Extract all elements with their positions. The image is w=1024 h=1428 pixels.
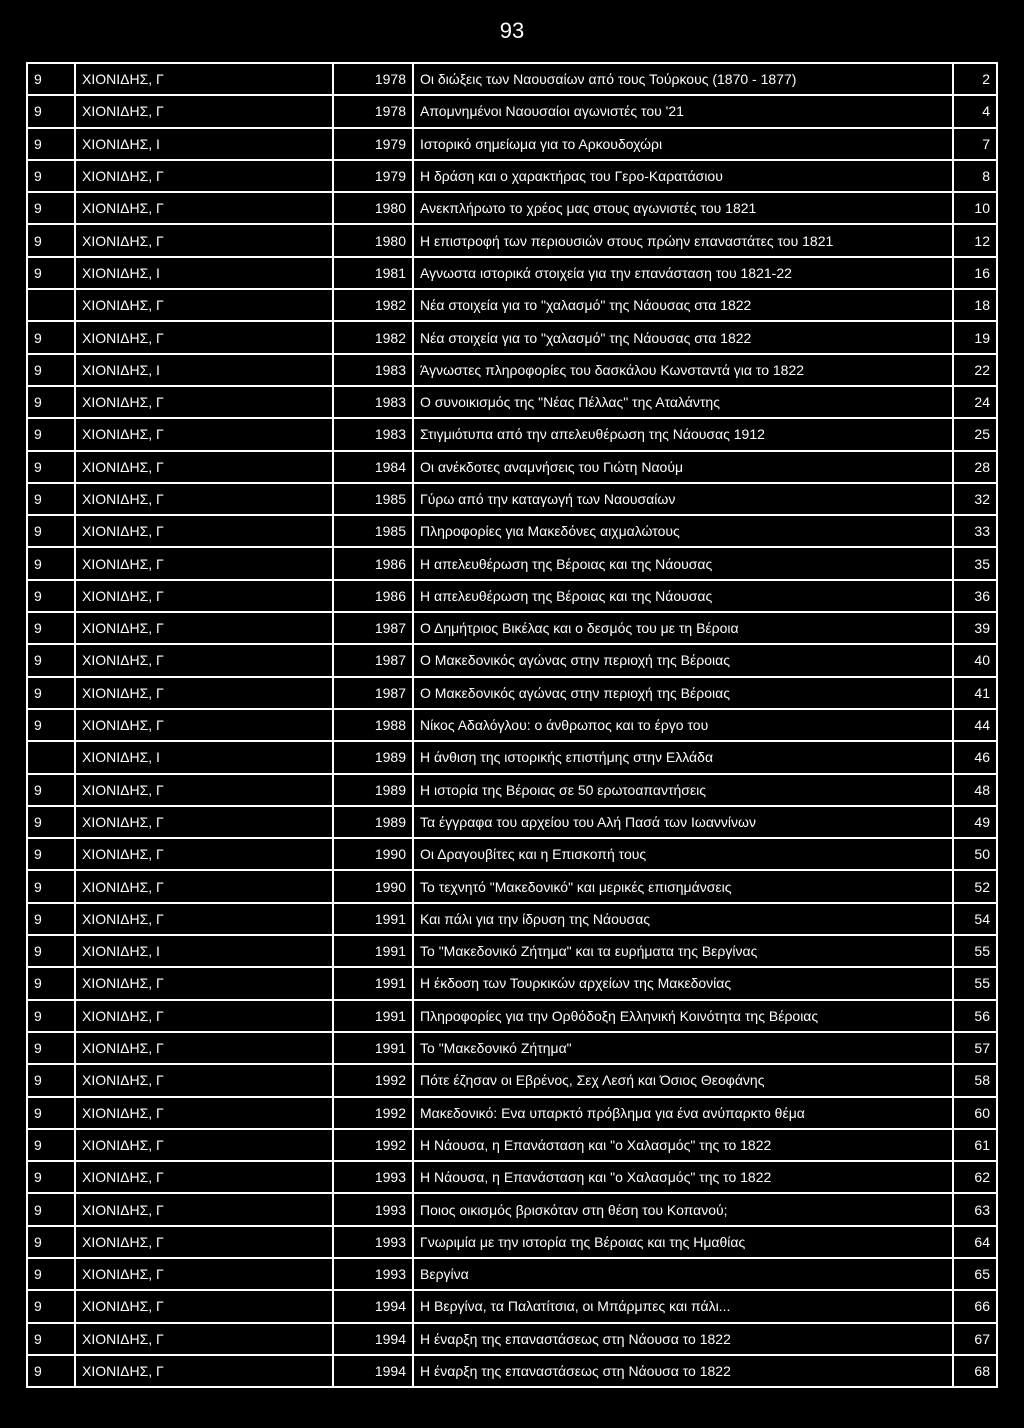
entry-page: 4 — [953, 95, 997, 127]
entry-page: 52 — [953, 870, 997, 902]
entry-year: 1994 — [333, 1290, 413, 1322]
entry-number: 9 — [27, 1193, 75, 1225]
entry-number: 9 — [27, 677, 75, 709]
entry-title: Ποιος οικισμός βρισκόταν στη θέση του Κοπανού; — [413, 1193, 953, 1225]
entry-author: ΧΙΟΝΙΔΗΣ, Γ — [75, 483, 333, 515]
entry-number: 9 — [27, 903, 75, 935]
entry-title: Πληροφορίες για την Ορθόδοξη Ελληνική Κοινότητα της Βέροιας — [413, 1000, 953, 1032]
entry-year: 1986 — [333, 547, 413, 579]
entry-page: 18 — [953, 289, 997, 321]
entry-year: 1987 — [333, 612, 413, 644]
entry-year: 1979 — [333, 160, 413, 192]
table-row — [27, 515, 997, 547]
entry-title: Πότε έζησαν οι Εβρένος, Σεχ Λεσή και Όσιος Θεοφάνης — [413, 1064, 953, 1096]
table-row — [27, 967, 997, 999]
entry-title: Ο συνοικισμός της "Νέας Πέλλας" της Αταλάντης — [413, 386, 953, 418]
entry-page: 56 — [953, 1000, 997, 1032]
entry-year: 1989 — [333, 774, 413, 806]
entry-year: 1992 — [333, 1064, 413, 1096]
entry-year: 1993 — [333, 1161, 413, 1193]
entry-page: 49 — [953, 806, 997, 838]
entry-year: 1994 — [333, 1323, 413, 1355]
table-row — [27, 1000, 997, 1032]
entry-title: Μακεδονικό: Ενα υπαρκτό πρόβλημα για ένα ανύπαρκτο θέμα — [413, 1097, 953, 1129]
entry-title: Στιγμιότυπα από την απελευθέρωση της Νάουσας 1912 — [413, 418, 953, 450]
entry-number: 9 — [27, 709, 75, 741]
entry-title: Η επιστροφή των περιουσιών στους πρώην επαναστάτες του 1821 — [413, 224, 953, 256]
entry-author: ΧΙΟΝΙΔΗΣ, Γ — [75, 1193, 333, 1225]
entry-page: 22 — [953, 354, 997, 386]
entry-author: ΧΙΟΝΙΔΗΣ, Γ — [75, 774, 333, 806]
entry-author: ΧΙΟΝΙΔΗΣ, Γ — [75, 870, 333, 902]
entry-page: 58 — [953, 1064, 997, 1096]
entry-page: 40 — [953, 644, 997, 676]
entry-year: 1978 — [333, 95, 413, 127]
entry-title: Η άνθιση της ιστορικής επιστήμης στην Ελλάδα — [413, 741, 953, 773]
entry-author: ΧΙΟΝΙΔΗΣ, Γ — [75, 1258, 333, 1290]
entry-author: ΧΙΟΝΙΔΗΣ, Ι — [75, 935, 333, 967]
entry-year: 1985 — [333, 483, 413, 515]
table-row — [27, 354, 997, 386]
entry-author: ΧΙΟΝΙΔΗΣ, Γ — [75, 1161, 333, 1193]
table-row — [27, 224, 997, 256]
entry-page: 62 — [953, 1161, 997, 1193]
entry-number: 9 — [27, 63, 75, 95]
entry-year: 1991 — [333, 1032, 413, 1064]
entry-year: 1992 — [333, 1097, 413, 1129]
entry-author: ΧΙΟΝΙΔΗΣ, Γ — [75, 289, 333, 321]
table-row — [27, 1258, 997, 1290]
entry-number: 9 — [27, 870, 75, 902]
entry-year: 1992 — [333, 1129, 413, 1161]
entry-page: 32 — [953, 483, 997, 515]
entry-author: ΧΙΟΝΙΔΗΣ, Γ — [75, 967, 333, 999]
entry-year: 1983 — [333, 418, 413, 450]
entry-page: 35 — [953, 547, 997, 579]
entry-author: ΧΙΟΝΙΔΗΣ, Γ — [75, 709, 333, 741]
entry-page: 66 — [953, 1290, 997, 1322]
entry-title: Και πάλι για την ίδρυση της Νάουσας — [413, 903, 953, 935]
entry-number: 9 — [27, 1000, 75, 1032]
entry-year: 1980 — [333, 192, 413, 224]
entry-page: 8 — [953, 160, 997, 192]
table-row — [27, 1129, 997, 1161]
table-row — [27, 95, 997, 127]
table-row — [27, 63, 997, 95]
entry-year: 1994 — [333, 1355, 413, 1387]
entry-title: Η έκδοση των Τουρκικών αρχείων της Μακεδονίας — [413, 967, 953, 999]
table-row — [27, 1226, 997, 1258]
entry-page: 28 — [953, 451, 997, 483]
entry-page: 61 — [953, 1129, 997, 1161]
entry-page: 19 — [953, 321, 997, 353]
entry-number: 9 — [27, 547, 75, 579]
entry-number: 9 — [27, 192, 75, 224]
entry-title: Οι διώξεις των Ναουσαίων από τους Τούρκους (1870 - 1877) — [413, 63, 953, 95]
page-number: 93 — [499, 18, 525, 43]
table-row — [27, 1032, 997, 1064]
entry-title: Βεργίνα — [413, 1258, 953, 1290]
entry-page: 57 — [953, 1032, 997, 1064]
entry-title: Γύρω από την καταγωγή των Ναουσαίων — [413, 483, 953, 515]
entry-number: 9 — [27, 838, 75, 870]
entry-author: ΧΙΟΝΙΔΗΣ, Γ — [75, 192, 333, 224]
table-row — [27, 257, 997, 289]
entry-page: 2 — [953, 63, 997, 95]
entry-author: ΧΙΟΝΙΔΗΣ, Ι — [75, 354, 333, 386]
table-row — [27, 612, 997, 644]
entry-author: ΧΙΟΝΙΔΗΣ, Γ — [75, 386, 333, 418]
entry-number: 9 — [27, 806, 75, 838]
entry-page: 55 — [953, 967, 997, 999]
entry-year: 1987 — [333, 677, 413, 709]
entry-title: Ιστορικό σημείωμα για το Αρκουδοχώρι — [413, 128, 953, 160]
entry-year: 1993 — [333, 1226, 413, 1258]
entry-year: 1990 — [333, 870, 413, 902]
entry-year: 1982 — [333, 321, 413, 353]
table-row — [27, 774, 997, 806]
entry-author: ΧΙΟΝΙΔΗΣ, Γ — [75, 580, 333, 612]
entry-title: Αγνωστα ιστορικά στοιχεία για την επανάσταση του 1821-22 — [413, 257, 953, 289]
entry-title: Η απελευθέρωση της Βέροιας και της Νάουσας — [413, 547, 953, 579]
entry-page: 36 — [953, 580, 997, 612]
entry-author: ΧΙΟΝΙΔΗΣ, Γ — [75, 677, 333, 709]
table-row — [27, 483, 997, 515]
entry-page: 55 — [953, 935, 997, 967]
table-row — [27, 1097, 997, 1129]
entry-year: 1983 — [333, 386, 413, 418]
entry-number: 9 — [27, 451, 75, 483]
entry-number: 9 — [27, 1355, 75, 1387]
entry-number: 9 — [27, 1064, 75, 1096]
entry-year: 1985 — [333, 515, 413, 547]
entry-number: 9 — [27, 1226, 75, 1258]
entry-title: Ο Μακεδονικός αγώνας στην περιοχή της Βέροιας — [413, 644, 953, 676]
entry-number: 9 — [27, 418, 75, 450]
entry-title: Πληροφορίες για Μακεδόνες αιχμαλώτους — [413, 515, 953, 547]
entry-page: 54 — [953, 903, 997, 935]
entry-number: 9 — [27, 1161, 75, 1193]
entry-number: 9 — [27, 483, 75, 515]
entry-title: Ο Δημήτριος Βικέλας και ο δεσμός του με τη Βέροια — [413, 612, 953, 644]
entry-number: 9 — [27, 95, 75, 127]
entry-page: 39 — [953, 612, 997, 644]
entry-year: 1980 — [333, 224, 413, 256]
table-row — [27, 1064, 997, 1096]
entry-title: Οι ανέκδοτες αναμνήσεις του Γιώτη Ναούμ — [413, 451, 953, 483]
entry-year: 1993 — [333, 1258, 413, 1290]
entry-author: ΧΙΟΝΙΔΗΣ, Γ — [75, 1355, 333, 1387]
entry-title: Η απελευθέρωση της Βέροιας και της Νάουσας — [413, 580, 953, 612]
entry-year: 1991 — [333, 1000, 413, 1032]
entry-title: Η ιστορία της Βέροιας σε 50 ερωτοαπαντήσεις — [413, 774, 953, 806]
entry-page: 67 — [953, 1323, 997, 1355]
entry-author: ΧΙΟΝΙΔΗΣ, Γ — [75, 1032, 333, 1064]
entry-title: Η έναρξη της επαναστάσεως στη Νάουσα το 1822 — [413, 1323, 953, 1355]
entry-title: Το "Μακεδονικό Ζήτημα" και τα ευρήματα της Βεργίνας — [413, 935, 953, 967]
entry-page: 48 — [953, 774, 997, 806]
table-row — [27, 870, 997, 902]
table-row — [27, 1355, 997, 1387]
entry-author: ΧΙΟΝΙΔΗΣ, Γ — [75, 1097, 333, 1129]
entry-number: 9 — [27, 354, 75, 386]
entry-author: ΧΙΟΝΙΔΗΣ, Γ — [75, 838, 333, 870]
entry-title: Το "Μακεδονικό Ζήτημα" — [413, 1032, 953, 1064]
entry-author: ΧΙΟΝΙΔΗΣ, Γ — [75, 1129, 333, 1161]
entry-number — [27, 289, 75, 321]
entry-page: 25 — [953, 418, 997, 450]
table-row — [27, 128, 997, 160]
entry-author: ΧΙΟΝΙΔΗΣ, Γ — [75, 644, 333, 676]
entry-author: ΧΙΟΝΙΔΗΣ, Γ — [75, 1226, 333, 1258]
table-row — [27, 547, 997, 579]
table-row — [27, 806, 997, 838]
entry-number: 9 — [27, 644, 75, 676]
entry-title: Γνωριμία με την ιστορία της Βέροιας και της Ημαθίας — [413, 1226, 953, 1258]
entry-title: Νέα στοιχεία για το "χαλασμό" της Νάουσας στα 1822 — [413, 321, 953, 353]
table-row — [27, 580, 997, 612]
table-row — [27, 321, 997, 353]
entry-title: Νέα στοιχεία για το "χαλασμό" της Νάουσας στα 1822 — [413, 289, 953, 321]
entry-number: 9 — [27, 612, 75, 644]
entry-number: 9 — [27, 1097, 75, 1129]
entry-author: ΧΙΟΝΙΔΗΣ, Γ — [75, 806, 333, 838]
entry-year: 1986 — [333, 580, 413, 612]
entry-title: Το τεχνητό "Μακεδονικό" και μερικές επισημάνσεις — [413, 870, 953, 902]
entry-author: ΧΙΟΝΙΔΗΣ, Γ — [75, 515, 333, 547]
table-row — [27, 386, 997, 418]
entry-author: ΧΙΟΝΙΔΗΣ, Γ — [75, 63, 333, 95]
entry-title: Η έναρξη της επαναστάσεως στη Νάουσα το 1822 — [413, 1355, 953, 1387]
entry-author: ΧΙΟΝΙΔΗΣ, Γ — [75, 451, 333, 483]
entry-number: 9 — [27, 967, 75, 999]
entry-author: ΧΙΟΝΙΔΗΣ, Γ — [75, 1000, 333, 1032]
entry-author: ΧΙΟΝΙΔΗΣ, Γ — [75, 612, 333, 644]
entry-page: 44 — [953, 709, 997, 741]
entry-author: ΧΙΟΝΙΔΗΣ, Γ — [75, 1323, 333, 1355]
entry-year: 1983 — [333, 354, 413, 386]
entry-year: 1989 — [333, 741, 413, 773]
entry-number: 9 — [27, 1032, 75, 1064]
entry-year: 1979 — [333, 128, 413, 160]
entry-number: 9 — [27, 1129, 75, 1161]
entry-page: 24 — [953, 386, 997, 418]
entry-author: ΧΙΟΝΙΔΗΣ, Γ — [75, 903, 333, 935]
entry-page: 68 — [953, 1355, 997, 1387]
entry-page: 63 — [953, 1193, 997, 1225]
entry-number: 9 — [27, 1258, 75, 1290]
entry-page: 64 — [953, 1226, 997, 1258]
entry-author: ΧΙΟΝΙΔΗΣ, Γ — [75, 1064, 333, 1096]
entry-page: 60 — [953, 1097, 997, 1129]
entry-year: 1988 — [333, 709, 413, 741]
entry-author: ΧΙΟΝΙΔΗΣ, Ι — [75, 257, 333, 289]
entry-number: 9 — [27, 1323, 75, 1355]
entry-number — [27, 741, 75, 773]
entry-page: 33 — [953, 515, 997, 547]
entry-title: Η Βεργίνα, τα Παλατίτσια, οι Μπάρμπες και πάλι... — [413, 1290, 953, 1322]
entry-page: 46 — [953, 741, 997, 773]
entry-number: 9 — [27, 386, 75, 418]
entry-title: Η δράση και ο χαρακτήρας του Γερο-Καρατάσιου — [413, 160, 953, 192]
table-row — [27, 1290, 997, 1322]
entry-page: 50 — [953, 838, 997, 870]
entry-year: 1990 — [333, 838, 413, 870]
table-row — [27, 838, 997, 870]
entry-title: Απομνημένοι Ναουσαίοι αγωνιστές του '21 — [413, 95, 953, 127]
table-row — [27, 903, 997, 935]
entry-year: 1978 — [333, 63, 413, 95]
entry-page: 16 — [953, 257, 997, 289]
table-row — [27, 1323, 997, 1355]
bibliography-rows — [27, 63, 997, 1387]
entry-author: ΧΙΟΝΙΔΗΣ, Γ — [75, 160, 333, 192]
entry-author: ΧΙΟΝΙΔΗΣ, Γ — [75, 1290, 333, 1322]
entry-page: 41 — [953, 677, 997, 709]
table-row — [27, 709, 997, 741]
entry-year: 1989 — [333, 806, 413, 838]
entry-number: 9 — [27, 257, 75, 289]
entry-page: 12 — [953, 224, 997, 256]
table-row — [27, 677, 997, 709]
entry-number: 9 — [27, 128, 75, 160]
entry-year: 1993 — [333, 1193, 413, 1225]
entry-number: 9 — [27, 160, 75, 192]
entry-year: 1991 — [333, 903, 413, 935]
table-row — [27, 935, 997, 967]
table-row — [27, 289, 997, 321]
entry-title: Ανεκπλήρωτο το χρέος μας στους αγωνιστές του 1821 — [413, 192, 953, 224]
entry-title: Άγνωστες πληροφορίες του δασκάλου Κωνσταντά για το 1822 — [413, 354, 953, 386]
entry-author: ΧΙΟΝΙΔΗΣ, Ι — [75, 741, 333, 773]
entry-year: 1982 — [333, 289, 413, 321]
entry-author: ΧΙΟΝΙΔΗΣ, Γ — [75, 321, 333, 353]
entry-author: ΧΙΟΝΙΔΗΣ, Γ — [75, 547, 333, 579]
entry-page: 10 — [953, 192, 997, 224]
entry-year: 1991 — [333, 967, 413, 999]
entry-number: 9 — [27, 580, 75, 612]
entry-page: 7 — [953, 128, 997, 160]
entry-number: 9 — [27, 774, 75, 806]
entry-year: 1984 — [333, 451, 413, 483]
table-row — [27, 451, 997, 483]
entry-author: ΧΙΟΝΙΔΗΣ, Γ — [75, 224, 333, 256]
entry-year: 1987 — [333, 644, 413, 676]
entry-number: 9 — [27, 935, 75, 967]
table-row — [27, 1161, 997, 1193]
entry-title: Ο Μακεδονικός αγώνας στην περιοχή της Βέροιας — [413, 677, 953, 709]
entry-number: 9 — [27, 224, 75, 256]
entry-title: Νίκος Αδαλόγλου: ο άνθρωπος και το έργο του — [413, 709, 953, 741]
table-row — [27, 741, 997, 773]
table-row — [27, 1193, 997, 1225]
entry-author: ΧΙΟΝΙΔΗΣ, Ι — [75, 128, 333, 160]
entry-title: Οι Δραγουβίτες και η Επισκοπή τους — [413, 838, 953, 870]
entry-author: ΧΙΟΝΙΔΗΣ, Γ — [75, 95, 333, 127]
entry-title: Η Νάουσα, η Επανάσταση και "ο Χαλασμός" της το 1822 — [413, 1161, 953, 1193]
entry-number: 9 — [27, 321, 75, 353]
entry-year: 1981 — [333, 257, 413, 289]
bibliography-table — [26, 62, 998, 1388]
table-row — [27, 644, 997, 676]
table-row — [27, 418, 997, 450]
entry-title: Τα έγγραφα του αρχείου του Αλή Πασά των Ιωαννίνων — [413, 806, 953, 838]
entry-author: ΧΙΟΝΙΔΗΣ, Γ — [75, 418, 333, 450]
table-row — [27, 160, 997, 192]
entry-year: 1991 — [333, 935, 413, 967]
entry-number: 9 — [27, 1290, 75, 1322]
entry-title: Η Νάουσα, η Επανάσταση και "ο Χαλασμός" της το 1822 — [413, 1129, 953, 1161]
table-row — [27, 192, 997, 224]
entry-page: 65 — [953, 1258, 997, 1290]
entry-number: 9 — [27, 515, 75, 547]
